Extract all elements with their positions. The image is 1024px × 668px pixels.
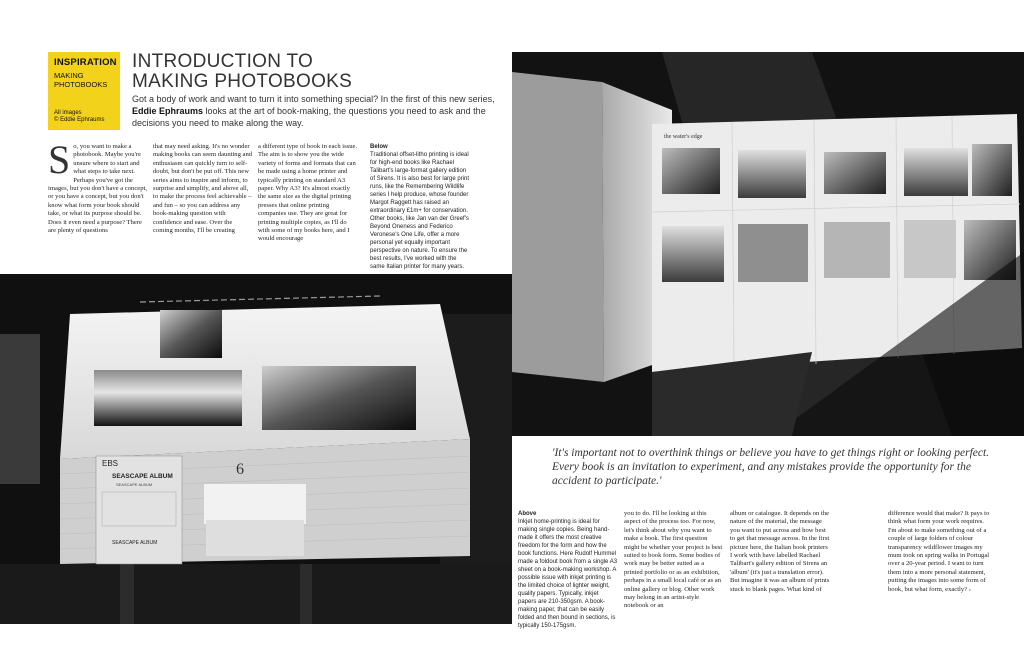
standfirst: Got a body of work and want to turn it into something special? In the first of this new series, Eddie Ephraums looks at the art of book-making, the questions you need to ask and the decisions you need to make along the way. [132,94,495,128]
box-label-title: SEASCAPE ALBUM [112,473,173,480]
page-title: INTRODUCTION TO MAKING PHOTOBOOKS [132,51,353,92]
caption-below [370,143,470,271]
drop-cap: S [48,137,71,182]
tag-category: INSPIRATION [54,57,117,68]
pull-quote: 'It's important not to overthink things or believe you have to get things right or looking perfect. Every book is an invitation to experiment, and any mistakes provide the opportunity for the accident to participate.' [552,447,990,487]
box-number: 6 [236,461,244,478]
body-column-6: difference would that make? It pays to think what form your work requires. I'm about to make something out of a couple of large folders of colour transparency wildflower images my mum took on spring walks in Portugal over a 20-year period. I want to turn them into a more personal statement, putting the images into some form of book, but what form, exactly? › [888,510,990,593]
caption-label: Below [370,144,388,150]
foldout-illustration [512,52,1024,436]
body-column-2: that may need asking. It's no wonder making books can seem daunting and enthusiasm can quickly turn to self-doubt, but don't be put off. This new series aims to inspire and inform, to surprise and simplify, and above all, to make the process feel achievable – and fun – so you can address any book-making question with confidence and ease. Over the coming months, I'll be creating [153,143,253,235]
right-page [512,0,1024,668]
foldout-title: the water's edge [664,134,703,140]
caption-text: Inkjet home-printing is ideal for making single copies. Being hand-made it offers the most creative freedom for the form and how the book functions. Here Rudolf Hummel made a foldout book from a single A3 sheet on a book-making workshop. A possible issue with inkjet printing is the limited choice of lighter weight, quality papers. Typically, inkjet papers are 210-350gsm. A book-making paper, that can be easily folded and then bound in sections, is typically 150-175gsm. [518,519,618,629]
author-name: Eddie Ephraums [132,106,204,116]
photo-album-stack [0,274,512,624]
body-column-3: a different type of book in each issue. The aim is to show you the wide variety of forms and formats that can be made using a home printer and typically printing on standard A3 paper. Why A3? It's almost exactly the same size as the digital printing presses that online printing companies use. They are great for printing multiple copies, as I'll do with some of my books here, and I would encourage [258,143,358,243]
section-tag [48,52,120,130]
box-label-ebs: EBS [102,459,119,468]
box-label-lower: SEASCAPE ALBUM [112,540,158,546]
tag-series: MAKING PHOTOBOOKS [54,71,108,89]
box-label-subtitle: SEASCAPE ALBUM [116,482,153,487]
body-column-4: you to do. I'll be looking at this aspect of the process too. For now, let's think about why you want to make a book. The first question might be whether your project is best suited to book form. Some bodies of work may be better suited as a printed portfolio or as an exhibition, perhaps in a small local café or as an online gallery or blog. Other work may belong in an artist-style notebook or an [624,510,723,610]
photo-foldout-book [512,52,1024,436]
body-column-5: album or catalogue. It depends on the nature of the material, the message you want to put across and how best to get that message across. In the first picture here, the Italian book printers I work with have labelled Rachael Talibart's gallery edition of Sirens an 'album' (it's just a translation error). But imagine it was an album of prints stuck to blank pages. What kind of [730,510,830,593]
body-column-1: So, you want to make a photobook. Maybe you're unsure where to start and what steps to take next. Perhaps you've got the images, but you don't have a concept, or you have a concept, but you don't know what form your book should take, or what its purpose should be. Does it even need a purpose? There are plenty of questions [48,137,147,235]
image-credit: All images © Eddie Ephraums [54,110,105,123]
caption-label: Above [518,511,537,517]
caption-above [518,510,618,630]
album-stack-illustration [0,274,512,624]
caption-text: Traditional offset-litho printing is ideal for high-end books like Rachael Talibart's large-format gallery edition of Sirens. It is also best for large print runs, like the Remembering Wildlife series I help produce, whose founder Margot Raggett has raised an extraordinary £1m+ for conservation. Other books, like Jan van der Greef's Beyond Oneness and Federico Veronese's One Life, offer a more personal yet equally important perspective on nature. To ensure the best results, I've worked with the same Italian printer for many years. [370,152,470,270]
